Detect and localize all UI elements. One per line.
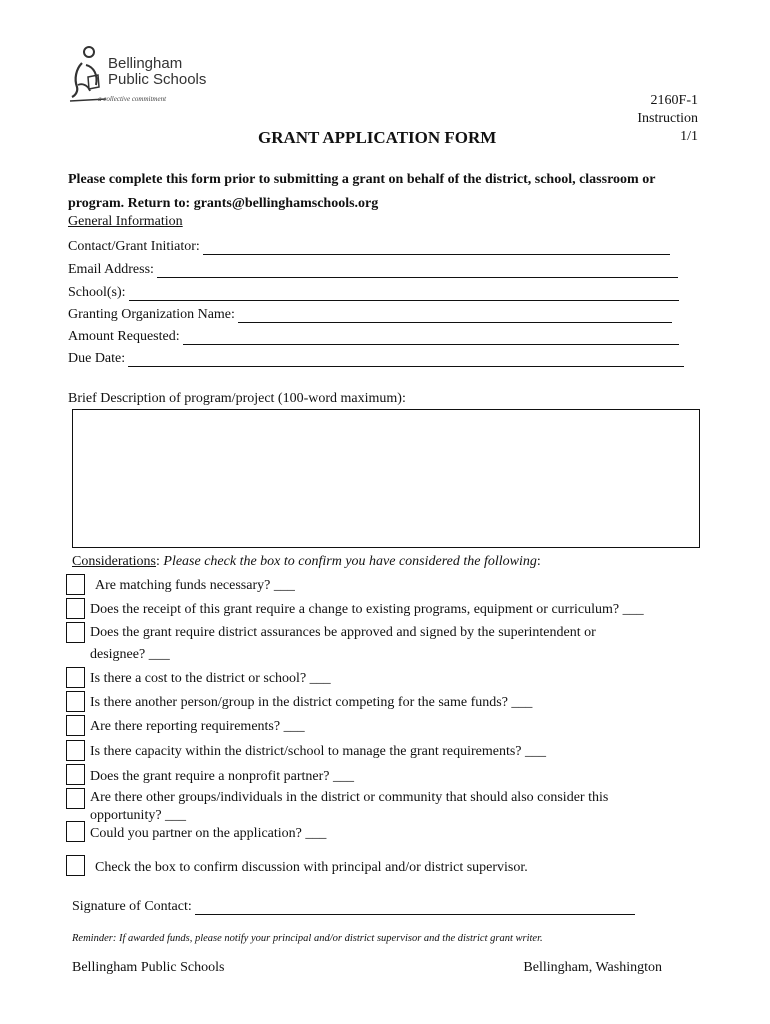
contact-input-line[interactable] (203, 240, 670, 255)
considerations-title: Considerations (72, 554, 156, 569)
question-district-assurances-line2: designee? ___ (90, 647, 170, 662)
checkbox-program-change[interactable] (66, 598, 85, 619)
question-other-groups-line1: Are there other groups/individuals in the district or community that should also consider this (90, 790, 609, 805)
amount-input-line[interactable] (183, 330, 679, 345)
signature-field[interactable] (72, 899, 635, 915)
logo-tagline: a collective commitment (98, 95, 167, 103)
question-competing: Is there another person/group in the district competing for the same funds? ___ (90, 695, 533, 710)
reminder-note: Reminder: If awarded funds, please notify your principal and/or district supervisor and the district grant writer. (72, 933, 543, 944)
granting-org-field[interactable] (68, 307, 672, 323)
signature-input-line[interactable] (195, 900, 635, 915)
email-label: Email Address: (68, 262, 154, 277)
granting-org-input-line[interactable] (238, 308, 672, 323)
checkbox-district-assurances[interactable] (66, 622, 85, 643)
checkbox-principal-discussion[interactable] (66, 855, 85, 876)
due-date-label: Due Date: (68, 351, 126, 366)
question-other-groups-line2: opportunity? ___ (90, 808, 187, 823)
logo-name-line1: Bellingham (108, 55, 183, 72)
question-district-assurances-line1: Does the grant require district assurances be approved and signed by the superintendent or (90, 625, 596, 640)
due-date-field[interactable] (68, 351, 684, 367)
question-reporting: Are there reporting requirements? ___ (90, 719, 305, 734)
checkbox-other-groups[interactable] (66, 788, 85, 809)
doc-page: 1/1 (680, 129, 698, 144)
checkbox-reporting[interactable] (66, 715, 85, 736)
email-input-line[interactable] (157, 263, 678, 278)
contact-field[interactable] (68, 239, 670, 255)
page-title: GRANT APPLICATION FORM (258, 128, 497, 147)
question-partner: Could you partner on the application? ___ (90, 826, 327, 841)
document-number (637, 92, 698, 146)
checkbox-nonprofit[interactable] (66, 764, 85, 785)
form-instructions: Please complete this form prior to submitting a grant on behalf of the district, school, classroom or program. Return to: grants@bellinghamschools.org (68, 172, 656, 211)
logo-name-line2: Public Schools (108, 71, 207, 88)
question-cost: Is there a cost to the district or school? ___ (90, 671, 331, 686)
footer-district: Bellingham Public Schools (72, 960, 225, 975)
district-logo (68, 45, 208, 115)
schools-input-line[interactable] (129, 286, 679, 301)
amount-field[interactable] (68, 329, 679, 345)
checkbox-cost[interactable] (66, 667, 85, 688)
description-textbox[interactable] (72, 409, 700, 548)
considerations-heading: Considerations: Please check the box to confirm you have considered the following: (72, 554, 541, 569)
amount-label: Amount Requested: (68, 329, 180, 344)
checkbox-partner[interactable] (66, 821, 85, 842)
confirm-principal-discussion: Check the box to confirm discussion with principal and/or district supervisor. (95, 860, 528, 875)
question-program-change: Does the receipt of this grant require a change to existing programs, equipment or curriculum? ___ (90, 602, 644, 617)
email-field[interactable] (68, 262, 678, 278)
checkbox-capacity[interactable] (66, 740, 85, 761)
due-date-input-line[interactable] (128, 352, 684, 367)
schools-label: School(s): (68, 285, 126, 300)
contact-label: Contact/Grant Initiator: (68, 239, 200, 254)
granting-org-label: Granting Organization Name: (68, 307, 235, 322)
footer-location: Bellingham, Washington (523, 960, 662, 975)
general-info-heading: General Information (68, 214, 183, 229)
signature-label: Signature of Contact: (72, 899, 192, 914)
doc-type: Instruction (637, 111, 698, 126)
question-other-groups (90, 789, 608, 825)
description-label: Brief Description of program/project (100-word maximum): (68, 391, 406, 406)
schools-field[interactable] (68, 285, 679, 301)
question-district-assurances (90, 624, 596, 664)
checkbox-matching-funds[interactable] (66, 574, 85, 595)
doc-code: 2160F-1 (650, 93, 698, 108)
question-capacity: Is there capacity within the district/school to manage the grant requirements? ___ (90, 744, 547, 759)
question-matching-funds: Are matching funds necessary? ___ (95, 578, 295, 593)
checkbox-competing[interactable] (66, 691, 85, 712)
question-nonprofit: Does the grant require a nonprofit partner? ___ (90, 769, 354, 784)
considerations-instruction: Please check the box to confirm you have considered the following (163, 554, 537, 569)
